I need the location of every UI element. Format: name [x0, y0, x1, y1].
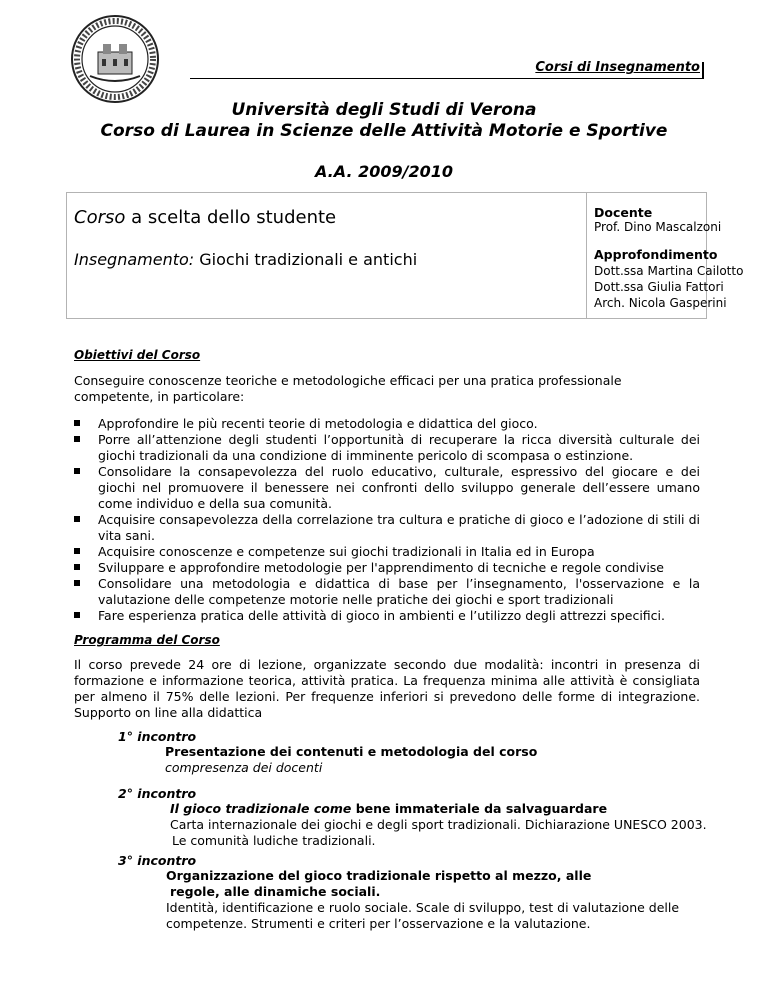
program-section	[74, 633, 700, 721]
approfondimento-label: Approfondimento	[594, 247, 718, 262]
course-type: Corso a scelta dello studente	[74, 207, 337, 228]
meeting-line: competenze. Strumenti e criteri per l’osservazione e la valutazione.	[166, 916, 591, 931]
list-item: Sviluppare e approfondire metodologie per l'apprendimento di tecniche e regole condivise	[74, 560, 700, 576]
objectives-section	[74, 348, 700, 624]
degree-title: Corso di Laurea in Scienze delle Attività Motorie e Sportive	[100, 121, 668, 141]
list-item: Approfondire le più recenti teorie di metodologia e didattica del gioco.	[74, 416, 700, 432]
objectives-list	[74, 416, 700, 624]
course-info-divider	[586, 193, 587, 318]
meeting-2-body	[170, 801, 707, 849]
meeting-1-body	[165, 744, 537, 776]
meeting-line: Carta internazionale dei giochi e degli sport tradizionali. Dichiarazione UNESCO 2003.	[170, 817, 707, 832]
meeting-title: 3° incontro	[118, 853, 197, 868]
objectives-title: Obiettivi del Corso	[74, 348, 201, 362]
objectives-intro: Conseguire conoscenze teoriche e metodologiche efficaci per una pratica professionale competente, in particolare:	[74, 373, 622, 404]
meeting-3-body	[166, 868, 679, 932]
list-item: Acquisire conoscenze e competenze sui giochi tradizionali in Italia ed in Europa	[74, 544, 700, 560]
list-item: Consolidare una metodologia e didattica di base per l’insegnamento, l'osservazione e la valutazione delle competenze motorie nelle pratiche dei giochi e sport tradizionali	[74, 576, 700, 608]
approf-name: Dott.ssa Giulia Fattori	[594, 280, 724, 294]
list-item: Acquisire consapevolezza della correlazione tra cultura e pratiche di gioco e l’adozione di stili di vita sani.	[74, 512, 700, 544]
docente-name: Prof. Dino Mascalzoni	[594, 220, 722, 234]
header-bar	[702, 62, 704, 79]
meeting-title: 2° incontro	[118, 786, 197, 801]
meeting-line: Identità, identificazione e ruolo sociale. Scale di sviluppo, test di valutazione delle	[166, 900, 680, 915]
university-title: Università degli Studi di Verona	[231, 100, 537, 120]
program-text: Il corso prevede 24 ore di lezione, organizzate secondo due modalità: incontri in presenza di formazione e informazione teorica, attività pratica. La frequenza minima alle attività è consigliata per almeno il 75% delle lezioni. Per frequenze inferiori si prevedono delle forme di integrazione. Supporto on line alla didattica	[74, 657, 700, 720]
header-rule	[190, 78, 702, 79]
academic-year: A.A. 2009/2010	[315, 162, 453, 181]
meeting-heading: Organizzazione del gioco tradizionale rispetto al mezzo, alle	[166, 868, 592, 883]
meeting-3	[118, 853, 196, 868]
meeting-heading: Presentazione dei contenuti e metodologia del corso	[165, 744, 538, 759]
list-item: Consolidare la consapevolezza del ruolo educativo, culturale, espressivo del giocare e dei giochi nel promuovere il benessere nei confronti dello sviluppo generale dell’essere umano come individuo e della sua comunità.	[74, 464, 700, 512]
teaching-name: Insegnamento: Giochi tradizionali e antichi	[74, 250, 418, 269]
approf-name: Arch. Nicola Gasperini	[594, 296, 727, 310]
meeting-2	[118, 786, 196, 801]
list-item: Porre all’attenzione degli studenti l’opportunità di recuperare la ricca diversità culturale dei giochi tradizionali da una condizione di imminente pericolo di scompasa o estinzione.	[74, 432, 700, 464]
meeting-sub: compresenza dei docenti	[165, 760, 323, 775]
meeting-line: Le comunità ludiche tradizionali.	[172, 833, 376, 848]
approf-name: Dott.ssa Martina Cailotto	[594, 264, 744, 278]
meeting-heading: Il gioco tradizionale come bene immateriale da salvaguardare	[170, 801, 608, 816]
docente-label: Docente	[594, 205, 653, 220]
docente-block	[594, 205, 721, 234]
section-label: Corsi di Insegnamento	[535, 60, 700, 75]
university-seal-logo	[70, 14, 160, 104]
list-item: Fare esperienza pratica delle attività di gioco in ambienti e l’utilizzo degli attrezzi specifici.	[74, 608, 700, 624]
program-title: Programma del Corso	[74, 633, 220, 647]
meeting-1	[118, 729, 196, 744]
meeting-title: 1° incontro	[118, 729, 197, 744]
meeting-heading: regole, alle dinamiche sociali.	[170, 884, 381, 899]
approfondimento-block	[594, 247, 743, 311]
